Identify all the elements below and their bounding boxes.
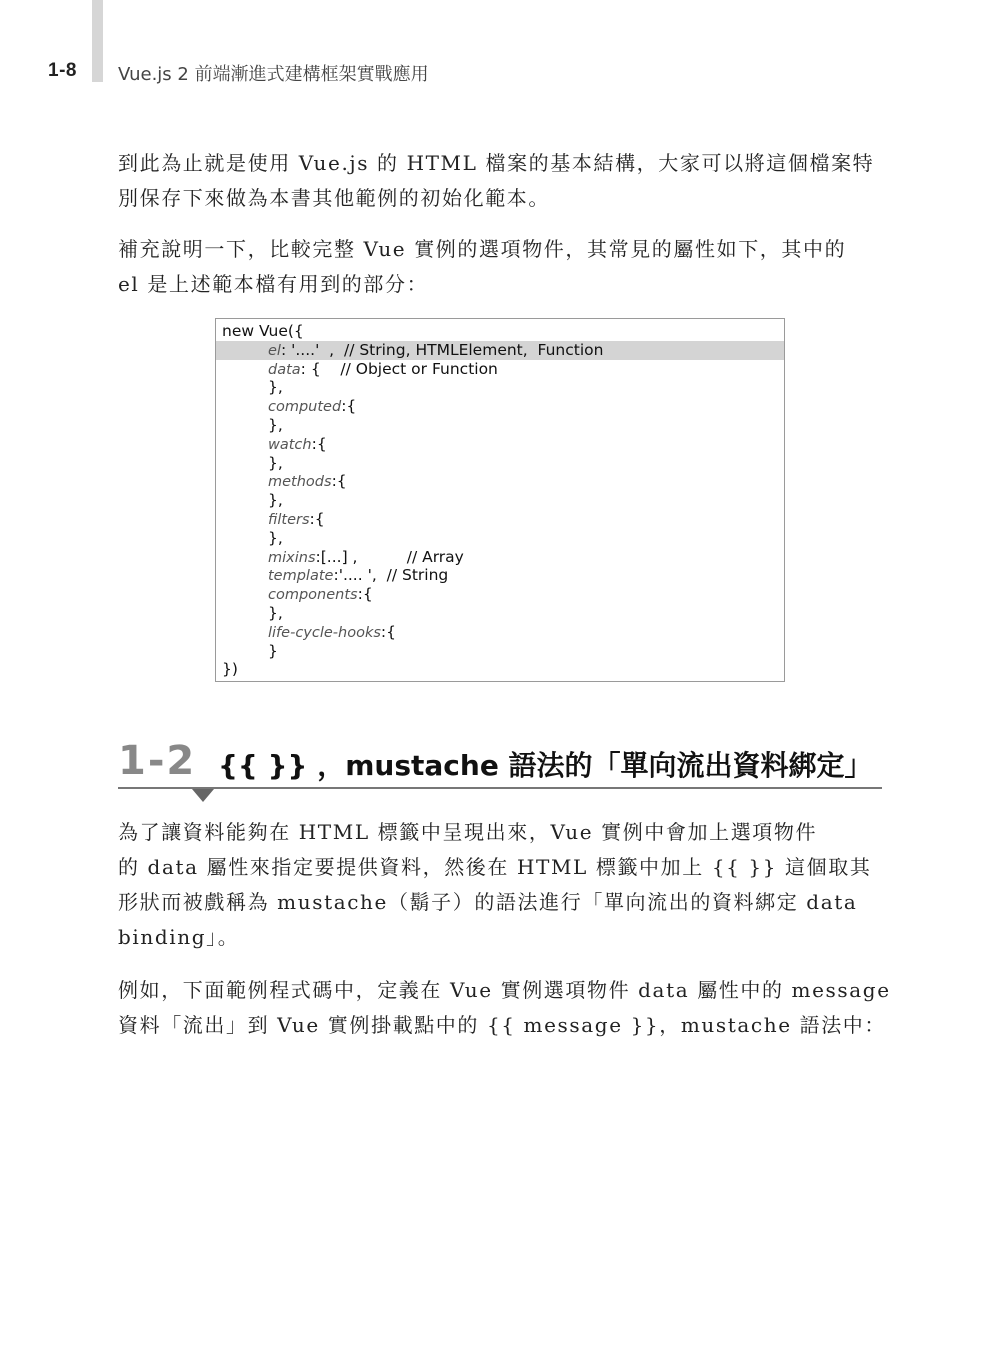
code-key: filters	[268, 512, 310, 528]
code-key: mixins	[268, 549, 316, 566]
paragraph-line: 為了讓資料能夠在 HTML 標籤中呈現出來，Vue 實例中會加上選項物件	[118, 820, 818, 844]
section-marker-triangle	[192, 789, 214, 802]
code-text: },	[268, 491, 283, 510]
code-line	[216, 623, 784, 642]
code-text: },	[268, 378, 283, 397]
code-line	[216, 416, 784, 435]
code-text: :{	[380, 622, 396, 641]
code-text: :[...] , // Array	[315, 547, 464, 566]
code-line	[216, 360, 784, 379]
code-text: },	[268, 528, 283, 547]
paragraph-line: 到此為止就是使用 Vue.js 的 HTML 檔案的基本結構，大家可以將這個檔案特	[118, 151, 875, 175]
code-line	[216, 378, 784, 397]
paragraph-line: 例如，下面範例程式碼中，定義在 Vue 實例選項物件 data 屬性中的 message	[118, 978, 891, 1002]
section-underline	[118, 787, 882, 789]
code-line	[216, 566, 784, 585]
book-title: Vue.js 2 前端漸進式建構框架實戰應用	[118, 64, 429, 85]
page-number: 1-8	[48, 60, 77, 81]
code-line	[216, 642, 784, 661]
code-line	[216, 454, 784, 473]
code-key: template	[268, 568, 334, 585]
code-text: : { // Object or Function	[300, 359, 498, 378]
code-text: },	[268, 416, 283, 434]
paragraph-line: 的 data 屬性來指定要提供資料，然後在 HTML 標籤中加上 {{ }} 這個取其	[118, 855, 872, 879]
code-line	[216, 529, 784, 548]
code-text: :{	[341, 397, 357, 416]
header-bar	[92, 0, 103, 82]
code-line	[216, 341, 784, 360]
code-line	[216, 585, 784, 604]
section-title: {{ }} ，mustache 語法的「單向流出資料綁定」	[218, 749, 873, 782]
paragraph-line: 補充說明一下，比較完整 Vue 實例的選項物件，其常見的屬性如下，其中的	[118, 237, 847, 261]
code-text: :{	[357, 585, 373, 604]
paragraph-line: 別保存下來做為本書其他範例的初始化範本。	[118, 186, 550, 210]
code-line	[216, 397, 784, 416]
code-text: : '....' , // String, HTMLElement, Function	[280, 340, 604, 359]
code-key: computed	[268, 399, 342, 416]
code-key: life-cycle-hooks	[268, 624, 381, 641]
code-block	[215, 318, 785, 682]
code-text: :{	[331, 472, 347, 491]
code-key: methods	[268, 474, 332, 491]
code-text: new Vue({	[222, 322, 304, 340]
code-text: },	[268, 604, 283, 622]
code-line	[216, 604, 784, 623]
code-line	[216, 322, 784, 341]
code-line	[216, 510, 784, 529]
code-text: :{	[311, 434, 327, 453]
code-text: }	[268, 641, 278, 660]
paragraph-line: 形狀而被戲稱為 mustache（鬍子）的語法進行「單向流出的資料綁定 data	[118, 890, 858, 914]
paragraph-line: el 是上述範本檔有用到的部分：	[118, 272, 429, 296]
code-line	[216, 435, 784, 454]
code-key: watch	[268, 436, 312, 453]
code-text: :{	[309, 510, 325, 528]
paragraph-line: 資料「流出」到 Vue 實例掛載點中的 {{ message }}，mustache 語法中：	[118, 1013, 887, 1037]
paragraph-example	[118, 973, 891, 1043]
code-line	[216, 660, 784, 679]
paragraph-mustache	[118, 815, 886, 955]
code-text: :'.... ', // String	[333, 566, 449, 585]
paragraph-intro	[118, 146, 886, 216]
paragraph-line: binding」。	[118, 925, 240, 949]
code-text: })	[222, 660, 238, 679]
paragraph-options	[118, 232, 886, 302]
code-line	[216, 472, 784, 491]
code-key: el	[268, 342, 281, 359]
code-key: data	[268, 361, 301, 378]
code-key: components	[268, 587, 358, 604]
code-line	[216, 491, 784, 510]
section-number: 1-2	[118, 738, 197, 784]
code-text: },	[268, 453, 283, 472]
code-line	[216, 548, 784, 567]
